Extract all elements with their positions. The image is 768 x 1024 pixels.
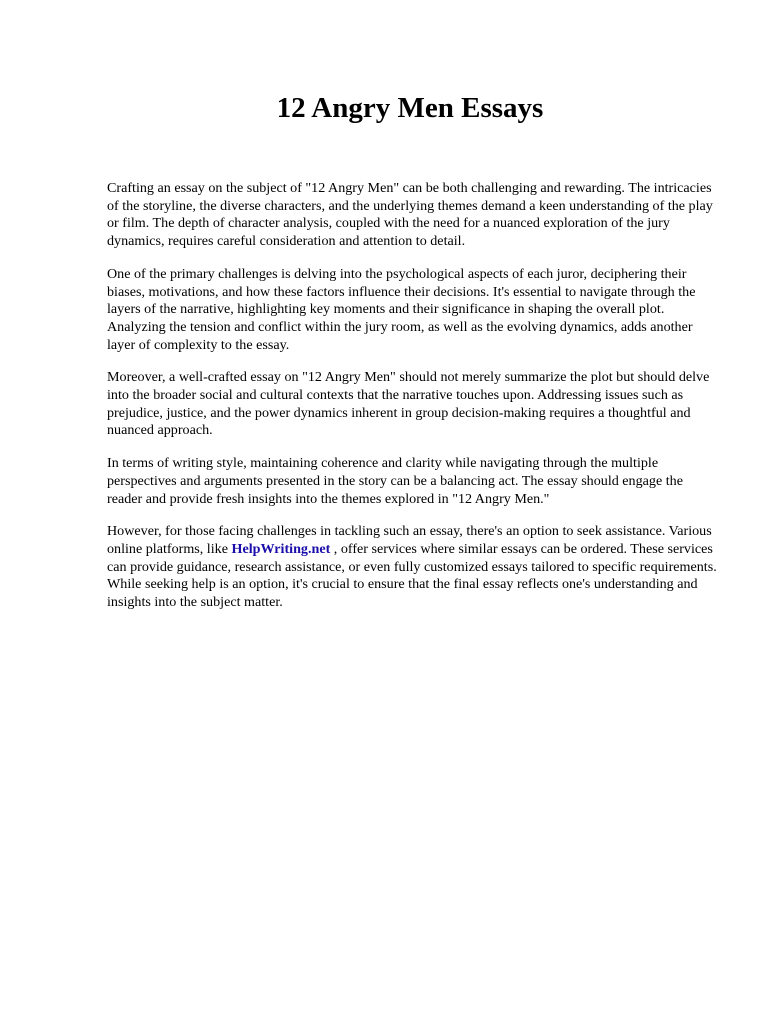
paragraph-2: One of the primary challenges is delving into the psychological aspects of each juror, deciphering their biases, motivations, and how these factors influence their decisions. It's essential to navigate through the layers of the narrative, highlighting key moments and their significance in shaping the overall plot. Analyzing the tension and conflict within the jury room, as well as the evolving dynamics, adds another layer of complexity to the essay. — [107, 265, 696, 353]
paragraph-1: Crafting an essay on the subject of "12 Angry Men" can be both challenging and rewarding. The intricacies of the storyline, the diverse characters, and the underlying themes demand a keen understanding of the play or film. The depth of character analysis, coupled with the need for a nuanced exploration of the jury dynamics, requires careful consideration and attention to detail. — [107, 180, 713, 250]
paragraph-3: Moreover, a well-crafted essay on "12 Angry Men" should not merely summarize the plot but should delve into the broader social and cultural contexts that the narrative touches upon. Addressing issues such as prejudice, justice, and the power dynamics inherent in group decision-making requires a thoughtful and nuanced approach. — [107, 369, 710, 439]
essay-body — [107, 180, 719, 627]
document-title: 12 Angry Men Essays — [276, 92, 544, 124]
paragraph-5 — [107, 523, 719, 612]
paragraph-5-text-before-link: However, for those facing challenges in tackling such an essay, there's an option to seek assistance. Various online platforms, like — [107, 523, 712, 557]
paragraph-5-text-after-link: , offer services where similar essays can be ordered. These services can provide guidance, research assistance, or even fully customized essays tailored to specific requirements. While seeking help is an option, it's crucial to ensure that the final essay reflects one's understanding and insights into the subject matter. — [107, 540, 717, 611]
helpwriting-link[interactable]: HelpWriting.net — [231, 540, 331, 557]
paragraph-4: In terms of writing style, maintaining coherence and clarity while navigating through the multiple perspectives and arguments presented in the story can be a balancing act. The essay should engage the reader and provide fresh insights into the themes explored in "12 Angry Men." — [107, 455, 683, 507]
